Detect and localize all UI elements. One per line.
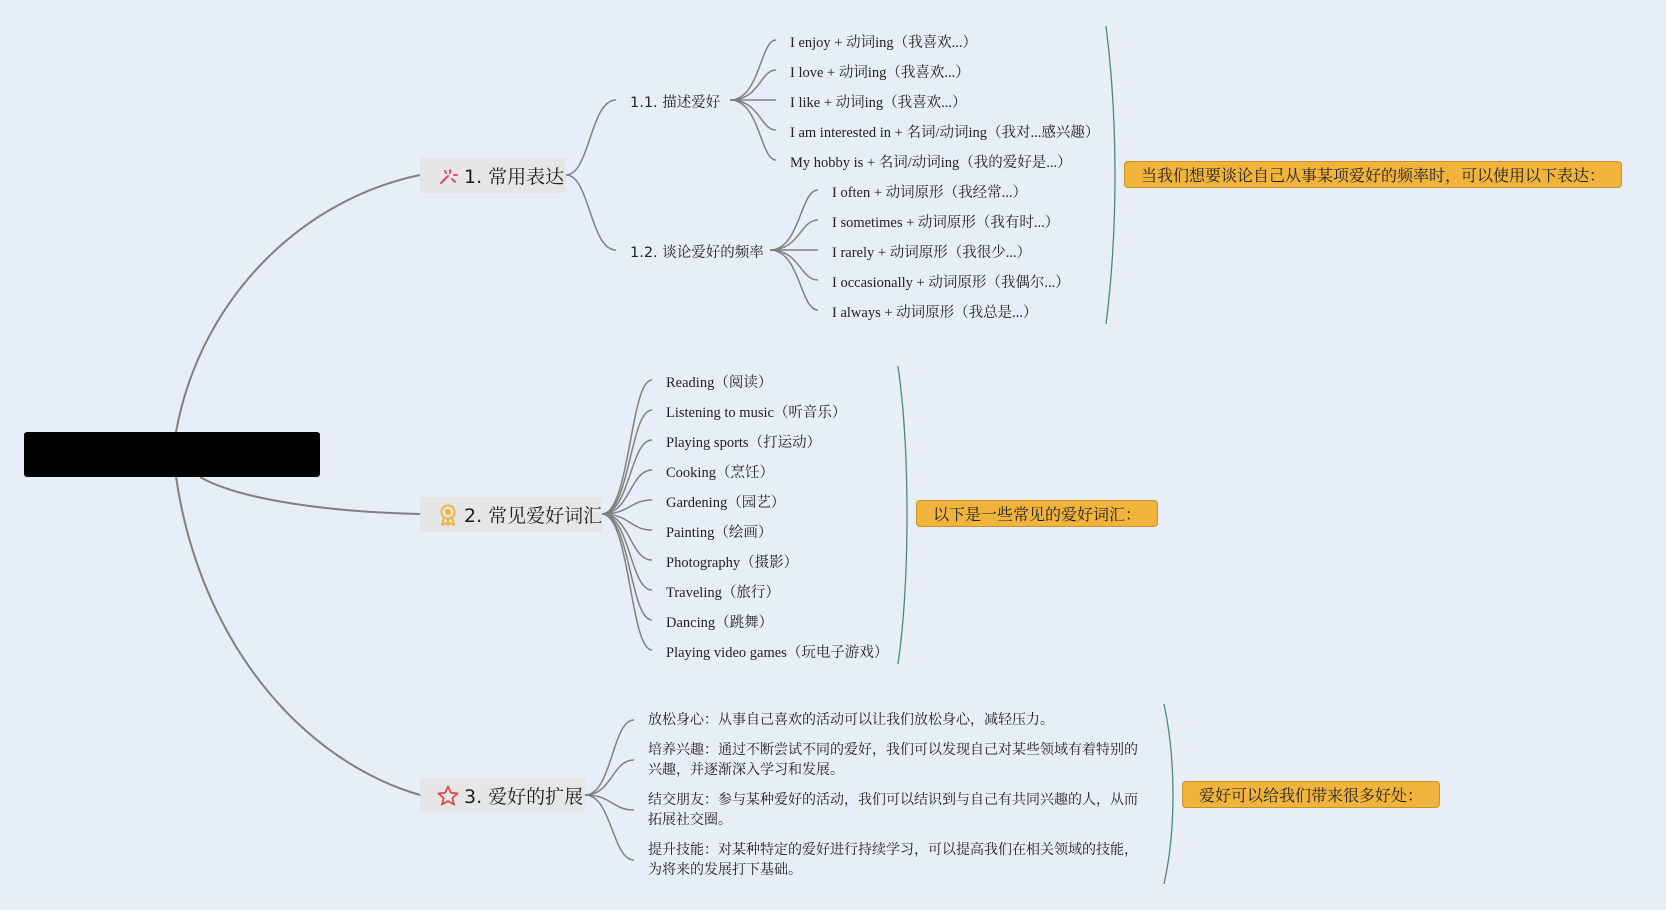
list-item[interactable]: 结交朋友：参与某种爱好的活动，我们可以结识到与自己有共同兴趣的人，从而拓展社交圈。 <box>648 792 1138 828</box>
branch-common-hobby-vocabulary[interactable] <box>420 497 602 532</box>
list-item[interactable]: I enjoy + 动词ing（我喜欢...） <box>790 35 977 51</box>
list-item[interactable]: Gardening（园艺） <box>666 495 786 511</box>
summary-note-benefits[interactable]: 爱好可以给我们带来很多好处： <box>1182 781 1440 808</box>
list-item[interactable]: I am interested in + 名词/动词ing（我对...感兴趣） <box>790 125 1100 141</box>
list-item[interactable]: I like + 动词ing（我喜欢...） <box>790 95 967 111</box>
list-item[interactable]: 放松身心：从事自己喜欢的活动可以让我们放松身心，减轻压力。 <box>648 712 1054 728</box>
list-item[interactable]: 培养兴趣：通过不断尝试不同的爱好，我们可以发现自己对某些领域有着特别的兴趣，并逐渐深入学习和发展。 <box>648 742 1138 778</box>
list-item[interactable]: Reading（阅读） <box>666 375 773 391</box>
list-item[interactable]: I always + 动词原形（我总是...） <box>832 305 1038 321</box>
list-item[interactable]: I rarely + 动词原形（我很少...） <box>832 245 1032 261</box>
list-item[interactable]: Playing sports（打运动） <box>666 435 822 451</box>
list-item[interactable]: I often + 动词原形（我经常...） <box>832 185 1028 201</box>
branch-label: 3. 爱好的扩展 <box>464 786 584 808</box>
list-item[interactable]: I occasionally + 动词原形（我偶尔...） <box>832 275 1070 291</box>
branch-label: 1. 常用表达 <box>464 166 565 188</box>
subtopic-describe-hobbies[interactable]: 1.1. 描述爱好 <box>630 95 721 111</box>
list-item[interactable]: Cooking（烹饪） <box>666 465 774 481</box>
list-item[interactable]: Traveling（旅行） <box>666 585 780 601</box>
list-item[interactable]: Photography（摄影） <box>666 555 799 571</box>
list-item[interactable]: I sometimes + 动词原形（我有时...） <box>832 215 1060 231</box>
star-icon <box>436 784 460 808</box>
list-item[interactable]: Dancing（跳舞） <box>666 615 774 631</box>
list-item[interactable]: Painting（绘画） <box>666 525 773 541</box>
list-item[interactable]: I love + 动词ing（我喜欢...） <box>790 65 970 81</box>
subtopic-hobby-frequency[interactable]: 1.2. 谈论爱好的频率 <box>630 245 764 261</box>
summary-note-frequency[interactable]: 当我们想要谈论自己从事某项爱好的频率时，可以使用以下表达： <box>1124 161 1622 188</box>
branch-hobby-extension[interactable] <box>420 778 585 813</box>
list-item[interactable]: 提升技能：对某种特定的爱好进行持续学习，可以提高我们在相关领域的技能，为将来的发展打下基础。 <box>648 842 1138 878</box>
sparkle-icon <box>436 164 460 188</box>
award-ribbon-icon <box>436 503 460 527</box>
summary-note-vocabulary[interactable]: 以下是一些常见的爱好词汇： <box>916 500 1158 527</box>
list-item[interactable]: Listening to music（听音乐） <box>666 405 847 421</box>
branch-common-expressions[interactable] <box>420 158 566 193</box>
central-topic-redacted[interactable] <box>24 432 320 477</box>
list-item[interactable]: My hobby is + 名词/动词ing（我的爱好是...） <box>790 155 1072 171</box>
branch-label: 2. 常见爱好词汇 <box>464 505 603 527</box>
list-item[interactable]: Playing video games（玩电子游戏） <box>666 645 889 661</box>
